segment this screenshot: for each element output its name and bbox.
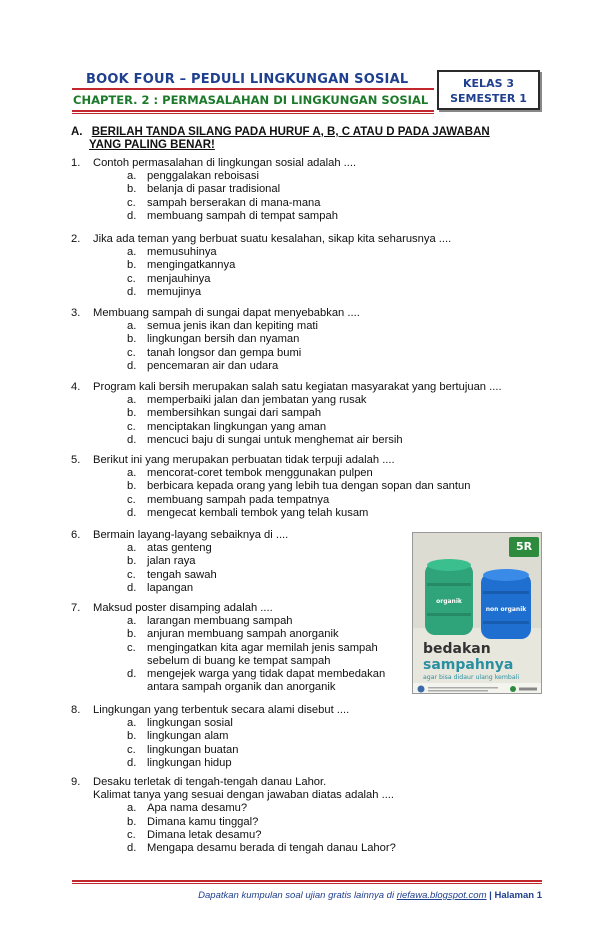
header-divider-bottom-thin bbox=[72, 113, 434, 114]
option-letter: a. bbox=[127, 542, 137, 555]
question-6 bbox=[71, 529, 401, 595]
question-number: 6. bbox=[71, 529, 81, 541]
option-letter: d. bbox=[127, 285, 137, 298]
question-stem: Jika ada teman yang berbuat suatu kesalahan, sikap kita seharusnya .... bbox=[93, 233, 452, 245]
option-letter: c. bbox=[127, 346, 136, 359]
option-text: membuang sampah di tempat sampah bbox=[147, 209, 338, 222]
option-text: mencuci baju di sungai untuk menghemat air bersih bbox=[147, 433, 403, 446]
answer-option[interactable] bbox=[127, 286, 541, 299]
answer-option[interactable] bbox=[127, 421, 541, 434]
option-letter: d. bbox=[127, 433, 137, 446]
option-letter: b. bbox=[127, 407, 137, 420]
option-letter: d. bbox=[127, 359, 137, 372]
option-letter: b. bbox=[127, 480, 137, 493]
option-letter: b. bbox=[127, 183, 137, 196]
option-text: membuang sampah pada tempatnya bbox=[147, 493, 330, 506]
option-letter: c. bbox=[127, 196, 136, 209]
option-text: membersihkan sungai dari sampah bbox=[147, 407, 322, 420]
poster-headline-1: bedakan bbox=[423, 641, 491, 657]
answer-option[interactable] bbox=[127, 842, 541, 855]
page-number: Halaman 1 bbox=[494, 890, 542, 901]
answer-option[interactable] bbox=[127, 757, 541, 770]
chapter-title: CHAPTER. 2 : PERMASALAHAN DI LINGKUNGAN SOSIAL bbox=[73, 93, 429, 107]
option-text: lingkungan sosial bbox=[147, 717, 233, 730]
question-stem: Maksud poster disamping adalah .... bbox=[93, 602, 273, 614]
option-text: mengecat kembali tembok yang telah kusam bbox=[147, 506, 369, 519]
option-text: menjauhinya bbox=[147, 272, 211, 285]
option-text: berbicara kepada orang yang lebih tua dengan sopan dan santun bbox=[147, 480, 471, 493]
poster-headline-2: sampahnya bbox=[423, 657, 514, 673]
answer-option[interactable] bbox=[127, 744, 541, 757]
option-letter: c. bbox=[127, 828, 136, 841]
option-letter: c. bbox=[127, 493, 136, 506]
option-letter: c. bbox=[127, 420, 136, 433]
option-text: larangan membuang sampah bbox=[147, 615, 293, 628]
option-letter: c. bbox=[127, 641, 136, 654]
question-number: 9. bbox=[71, 776, 81, 788]
option-letter: d. bbox=[127, 506, 137, 519]
option-text: penggalakan reboisasi bbox=[147, 170, 259, 183]
option-letter: d. bbox=[127, 209, 137, 222]
option-text: lapangan bbox=[147, 581, 194, 594]
answer-option[interactable] bbox=[127, 407, 541, 420]
question-stem: Bermain layang-layang sebaiknya di .... bbox=[93, 529, 289, 541]
answer-option[interactable] bbox=[127, 183, 541, 196]
question-number: 8. bbox=[71, 704, 81, 716]
option-letter: b. bbox=[127, 333, 137, 346]
question-stem: Desaku terletak di tengah-tengah danau Lahor. bbox=[93, 776, 327, 788]
answer-option[interactable] bbox=[127, 628, 401, 641]
book-title: BOOK FOUR – PEDULI LINGKUNGAN SOSIAL bbox=[86, 72, 409, 87]
question-number: 5. bbox=[71, 454, 81, 466]
poster-graphic bbox=[413, 533, 542, 694]
header-divider bbox=[72, 88, 434, 90]
option-letter: b. bbox=[127, 730, 137, 743]
option-letter: d. bbox=[127, 842, 137, 855]
header-divider-bottom bbox=[72, 110, 434, 112]
question-number: 4. bbox=[71, 381, 81, 393]
question-stem: Berikut ini yang merupakan perbuatan tidak terpuji adalah .... bbox=[93, 454, 395, 466]
option-text: memusuhinya bbox=[147, 246, 217, 259]
answer-option[interactable] bbox=[127, 347, 541, 360]
class-box bbox=[437, 70, 540, 110]
question-stem: Program kali bersih merupakan salah satu kegiatan masyarakat yang bertujuan .... bbox=[93, 381, 502, 393]
option-text: Dimana kamu tinggal? bbox=[147, 815, 259, 828]
option-text: semua jenis ikan dan kepiting mati bbox=[147, 320, 319, 333]
option-letter: a. bbox=[127, 170, 137, 183]
option-text: mencorat-coret tembok menggunakan pulpen bbox=[147, 467, 373, 480]
answer-option[interactable] bbox=[127, 730, 541, 743]
answer-option[interactable] bbox=[127, 480, 541, 493]
option-letter: c. bbox=[127, 743, 136, 756]
option-letter: a. bbox=[127, 246, 137, 259]
answer-option[interactable] bbox=[127, 582, 401, 595]
answer-option[interactable] bbox=[127, 246, 541, 259]
option-text: Apa nama desamu? bbox=[147, 802, 248, 815]
answer-option[interactable] bbox=[127, 668, 401, 694]
question-number: 3. bbox=[71, 307, 81, 319]
option-letter: d. bbox=[127, 756, 137, 769]
answer-option[interactable] bbox=[127, 467, 541, 480]
instruction-line-1: BERILAH TANDA SILANG PADA HURUF A, B, C ATAU D PADA JAWABAN bbox=[91, 126, 490, 138]
option-letter: b. bbox=[127, 815, 137, 828]
right-barrel-label: non organik bbox=[485, 606, 527, 613]
answer-option[interactable] bbox=[127, 494, 541, 507]
option-text: lingkungan alam bbox=[147, 730, 229, 743]
option-text: lingkungan bersih dan nyaman bbox=[147, 333, 300, 346]
section-instruction bbox=[71, 126, 490, 152]
option-text: atas genteng bbox=[147, 542, 212, 555]
option-text: Mengapa desamu berada di tengah danau Lahor? bbox=[147, 842, 396, 855]
poster-tagline: agar bisa didaur ulang kembali bbox=[423, 674, 520, 681]
option-text: lingkungan hidup bbox=[147, 756, 232, 769]
answer-option[interactable] bbox=[127, 507, 541, 520]
answer-option[interactable] bbox=[127, 802, 541, 815]
semester-label: SEMESTER 1 bbox=[450, 92, 527, 105]
question-4 bbox=[71, 381, 541, 447]
option-letter: a. bbox=[127, 320, 137, 333]
option-text: anjuran membuang sampah anorganik bbox=[147, 628, 339, 641]
answer-option[interactable] bbox=[127, 197, 541, 210]
option-text: menciptakan lingkungan yang aman bbox=[147, 420, 327, 433]
option-text: mengingatkan kita agar memilah jenis sampah sebelum di buang ke tempat sampah bbox=[147, 641, 378, 667]
question-stem: Contoh permasalahan di lingkungan sosial adalah .... bbox=[93, 157, 357, 169]
answer-option[interactable] bbox=[127, 273, 541, 286]
option-letter: d. bbox=[127, 668, 137, 681]
option-letter: b. bbox=[127, 628, 137, 641]
option-letter: b. bbox=[127, 259, 137, 272]
answer-option[interactable] bbox=[127, 320, 541, 333]
answer-option[interactable] bbox=[127, 394, 541, 407]
question-8 bbox=[71, 704, 541, 770]
question-number: 1. bbox=[71, 157, 81, 169]
footer-text: Dapatkan kumpulan soal ujian gratis lainnya di bbox=[198, 890, 395, 901]
answer-option[interactable] bbox=[127, 717, 541, 730]
left-barrel-label: organik bbox=[436, 598, 462, 605]
option-letter: b. bbox=[127, 555, 137, 568]
option-letter: c. bbox=[127, 272, 136, 285]
question-5 bbox=[71, 454, 541, 520]
answer-option[interactable] bbox=[127, 555, 401, 568]
option-letter: a. bbox=[127, 717, 137, 730]
answer-option[interactable] bbox=[127, 170, 541, 183]
answer-option[interactable] bbox=[127, 542, 401, 555]
option-text: belanja di pasar tradisional bbox=[147, 183, 281, 196]
option-letter: a. bbox=[127, 467, 137, 480]
question-9 bbox=[71, 776, 541, 855]
section-letter: A. bbox=[71, 126, 83, 138]
answer-option[interactable] bbox=[127, 360, 541, 373]
option-text: mengejek warga yang tidak dapat membedakan antara sampah organik dan anorganik bbox=[147, 668, 386, 694]
option-text: memperbaiki jalan dan jembatan yang rusak bbox=[147, 394, 367, 407]
answer-option[interactable] bbox=[127, 816, 541, 829]
answer-option[interactable] bbox=[127, 642, 401, 668]
option-text: memujinya bbox=[147, 285, 202, 298]
answer-option[interactable] bbox=[127, 259, 541, 272]
option-text: tanah longsor dan gempa bumi bbox=[147, 346, 302, 359]
footer bbox=[72, 890, 542, 901]
question-number: 7. bbox=[71, 602, 81, 614]
option-text: tengah sawah bbox=[147, 568, 217, 581]
option-text: mengingatkannya bbox=[147, 259, 236, 272]
option-letter: c. bbox=[127, 568, 136, 581]
option-text: sampah berserakan di mana-mana bbox=[147, 196, 321, 209]
option-text: lingkungan buatan bbox=[147, 743, 239, 756]
answer-option[interactable] bbox=[127, 569, 401, 582]
question-2 bbox=[71, 233, 541, 299]
footer-divider bbox=[72, 880, 542, 882]
question-stem-line-2: Kalimat tanya yang sesuai dengan jawaban diatas adalah .... bbox=[93, 789, 395, 802]
option-letter: d. bbox=[127, 581, 137, 594]
option-letter: a. bbox=[127, 615, 137, 628]
question-3 bbox=[71, 307, 541, 373]
option-text: pencemaran air dan udara bbox=[147, 359, 279, 372]
question-stem: Membuang sampah di sungai dapat menyebabkan .... bbox=[93, 307, 360, 319]
question-number: 2. bbox=[71, 233, 81, 245]
footer-divider-thin bbox=[72, 883, 542, 884]
question-7 bbox=[71, 602, 401, 694]
question-stem: Lingkungan yang terbentuk secara alami disebut .... bbox=[93, 704, 350, 716]
recycle-poster bbox=[412, 532, 542, 694]
question-1 bbox=[71, 157, 541, 223]
poster-badge: 5R bbox=[515, 540, 533, 553]
option-text: jalan raya bbox=[147, 555, 196, 568]
footer-separator: | bbox=[489, 890, 492, 901]
answer-option[interactable] bbox=[127, 434, 541, 447]
footer-link[interactable]: riefawa.blogspot.com bbox=[396, 890, 487, 901]
option-letter: a. bbox=[127, 802, 137, 815]
class-label: KELAS 3 bbox=[463, 77, 514, 90]
instruction-line-2: YANG PALING BENAR! bbox=[89, 139, 215, 151]
answer-option[interactable] bbox=[127, 210, 541, 223]
option-letter: a. bbox=[127, 394, 137, 407]
answer-option[interactable] bbox=[127, 615, 401, 628]
answer-option[interactable] bbox=[127, 333, 541, 346]
option-text: Dimana letak desamu? bbox=[147, 828, 262, 841]
answer-option[interactable] bbox=[127, 829, 541, 842]
